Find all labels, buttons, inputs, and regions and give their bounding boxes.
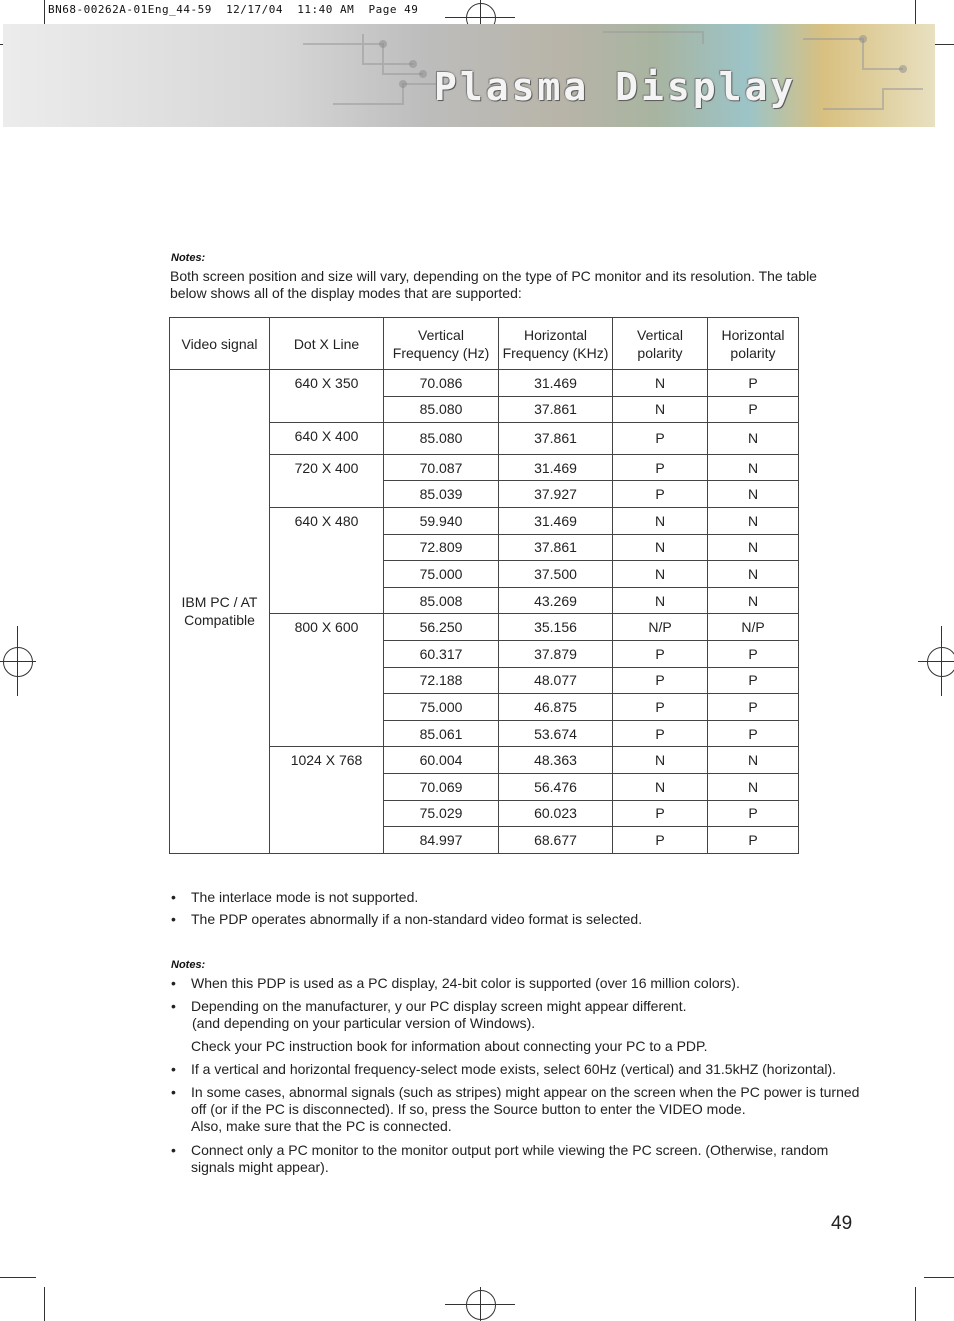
horizontal-frequency-cell: 35.156	[499, 614, 613, 641]
crop-mark	[0, 661, 36, 662]
vertical-frequency-cell: 75.000	[384, 561, 499, 588]
crop-mark	[924, 1277, 954, 1278]
horizontal-frequency-cell: 31.469	[499, 507, 613, 534]
vertical-polarity-cell: P	[613, 800, 708, 827]
vertical-polarity-cell: N	[613, 747, 708, 774]
horizontal-polarity-cell: P	[708, 370, 799, 397]
bullet-icon: •	[171, 889, 176, 905]
crop-mark	[480, 1287, 481, 1321]
vertical-frequency-cell: 60.004	[384, 747, 499, 774]
vertical-polarity-cell: N/P	[613, 614, 708, 641]
vertical-frequency-cell: 85.061	[384, 720, 499, 747]
vertical-polarity-cell: P	[613, 640, 708, 667]
horizontal-frequency-cell: 48.363	[499, 747, 613, 774]
list-item-text: Connect only a PC monitor to the monitor output port while viewing the PC screen. (Otherwise, random	[191, 1142, 829, 1158]
horizontal-polarity-cell: P	[708, 694, 799, 721]
vertical-frequency-cell: 85.080	[384, 396, 499, 423]
bullet-icon: •	[171, 1061, 176, 1077]
list-item-text: When this PDP is used as a PC display, 24-bit color is supported (over 16 million colors).	[191, 975, 740, 991]
horizontal-frequency-cell: 37.861	[499, 423, 613, 455]
horizontal-frequency-cell: 37.861	[499, 396, 613, 423]
vertical-frequency-cell: 70.086	[384, 370, 499, 397]
list-item-text: If a vertical and horizontal frequency-select mode exists, select 60Hz (vertical) and 31.5kHZ (horizontal).	[191, 1061, 837, 1077]
horizontal-polarity-cell: P	[708, 640, 799, 667]
vertical-frequency-cell: 72.188	[384, 667, 499, 694]
header-vertical-polarity: Vertical polarity	[613, 318, 708, 370]
horizontal-frequency-cell: 68.677	[499, 827, 613, 854]
vertical-polarity-cell: P	[613, 423, 708, 455]
vertical-polarity-cell: P	[613, 827, 708, 854]
resolution-cell: 640 X 400	[270, 423, 384, 455]
vertical-frequency-cell: 60.317	[384, 640, 499, 667]
header-dot-x-line: Dot X Line	[270, 318, 384, 370]
vertical-frequency-cell: 85.080	[384, 423, 499, 455]
bullet-icon: •	[171, 998, 176, 1014]
vertical-polarity-cell: N	[613, 370, 708, 397]
horizontal-frequency-cell: 43.269	[499, 587, 613, 614]
vertical-polarity-cell: N	[613, 773, 708, 800]
vertical-frequency-cell: 75.000	[384, 694, 499, 721]
horizontal-frequency-cell: 37.861	[499, 534, 613, 561]
horizontal-frequency-cell: 46.875	[499, 694, 613, 721]
vertical-polarity-cell: P	[613, 454, 708, 481]
vertical-polarity-cell: N	[613, 534, 708, 561]
vertical-polarity-cell: N	[613, 561, 708, 588]
notes-label: Notes:	[171, 252, 206, 264]
horizontal-polarity-cell: P	[708, 827, 799, 854]
crop-mark	[941, 626, 942, 696]
horizontal-polarity-cell: N/P	[708, 614, 799, 641]
bullet-icon: •	[171, 911, 176, 927]
horizontal-polarity-cell: N	[708, 423, 799, 455]
horizontal-polarity-cell: N	[708, 454, 799, 481]
header-horizontal-frequency: Horizontal Frequency (KHz)	[499, 318, 613, 370]
vertical-frequency-cell: 75.029	[384, 800, 499, 827]
list-item-text: The PDP operates abnormally if a non-standard video format is selected.	[191, 911, 643, 927]
list-item-text: off (or if the PC is disconnected). If so, press the Source button to enter the VIDEO mode.	[191, 1101, 746, 1117]
list-item-text: Check your PC instruction book for information about connecting your PC to a PDP.	[191, 1038, 708, 1054]
horizontal-polarity-cell: P	[708, 800, 799, 827]
vertical-polarity-cell: P	[613, 481, 708, 508]
vertical-frequency-cell: 84.997	[384, 827, 499, 854]
vertical-frequency-cell: 85.039	[384, 481, 499, 508]
horizontal-frequency-cell: 48.077	[499, 667, 613, 694]
vertical-frequency-cell: 70.087	[384, 454, 499, 481]
crop-mark	[915, 1287, 916, 1321]
horizontal-frequency-cell: 31.469	[499, 370, 613, 397]
horizontal-polarity-cell: N	[708, 747, 799, 774]
vertical-polarity-cell: N	[613, 396, 708, 423]
vertical-frequency-cell: 59.940	[384, 507, 499, 534]
horizontal-polarity-cell: N	[708, 507, 799, 534]
list-item-text: (and depending on your particular version of Windows).	[192, 1015, 536, 1031]
table-row	[170, 370, 799, 397]
vertical-frequency-cell: 56.250	[384, 614, 499, 641]
notes-text-line: Both screen position and size will vary, depending on the type of PC monitor and its resolution. The table	[170, 268, 817, 284]
resolution-cell: 640 X 480	[270, 507, 384, 613]
horizontal-frequency-cell: 60.023	[499, 800, 613, 827]
vertical-frequency-cell: 70.069	[384, 773, 499, 800]
crop-mark	[0, 1277, 36, 1278]
notes-text-line: below shows all of the display modes that are supported:	[170, 285, 522, 301]
horizontal-polarity-cell: N	[708, 481, 799, 508]
horizontal-frequency-cell: 31.469	[499, 454, 613, 481]
horizontal-frequency-cell: 53.674	[499, 720, 613, 747]
resolution-cell: 800 X 600	[270, 614, 384, 747]
print-slug: BN68-00262A-01Eng_44-59 12/17/04 11:40 AM Page 49	[48, 3, 419, 16]
horizontal-polarity-cell: N	[708, 561, 799, 588]
horizontal-frequency-cell: 56.476	[499, 773, 613, 800]
notes-label: Notes:	[171, 959, 206, 971]
list-item-text: signals might appear).	[191, 1159, 329, 1175]
horizontal-frequency-cell: 37.500	[499, 561, 613, 588]
vertical-polarity-cell: P	[613, 667, 708, 694]
horizontal-polarity-cell: N	[708, 773, 799, 800]
horizontal-polarity-cell: N	[708, 587, 799, 614]
list-item-text: The interlace mode is not supported.	[191, 889, 419, 905]
vertical-polarity-cell: P	[613, 720, 708, 747]
vertical-polarity-cell: P	[613, 694, 708, 721]
vertical-polarity-cell: N	[613, 587, 708, 614]
display-modes-table	[169, 317, 799, 854]
registration-mark-icon	[466, 1290, 496, 1320]
registration-mark-icon	[3, 647, 33, 677]
banner-title: Plasma Display	[434, 65, 797, 109]
horizontal-polarity-cell: P	[708, 396, 799, 423]
vertical-frequency-cell: 72.809	[384, 534, 499, 561]
crop-mark	[918, 661, 954, 662]
header-vertical-frequency: Vertical Frequency (Hz)	[384, 318, 499, 370]
bullet-icon: •	[171, 1084, 176, 1100]
vertical-polarity-cell: N	[613, 507, 708, 534]
list-item-text: Depending on the manufacturer, y our PC display screen might appear different.	[191, 998, 687, 1014]
list-item-text: Also, make sure that the PC is connected.	[191, 1118, 452, 1134]
page-number: 49	[831, 1213, 853, 1234]
horizontal-frequency-cell: 37.927	[499, 481, 613, 508]
vertical-frequency-cell: 85.008	[384, 587, 499, 614]
crop-mark	[17, 626, 18, 696]
bullet-icon: •	[171, 1142, 176, 1158]
horizontal-polarity-cell: P	[708, 667, 799, 694]
horizontal-frequency-cell: 37.879	[499, 640, 613, 667]
bullet-icon: •	[171, 975, 176, 991]
horizontal-polarity-cell: N	[708, 534, 799, 561]
horizontal-polarity-cell: P	[708, 720, 799, 747]
video-signal-cell: IBM PC / AT Compatible	[170, 370, 270, 854]
header-horizontal-polarity: Horizontal polarity	[708, 318, 799, 370]
list-item-text: In some cases, abnormal signals (such as stripes) might appear on the screen when the PC power is turned	[191, 1084, 860, 1100]
header-video-signal: Video signal	[170, 318, 270, 370]
table-header-row	[170, 318, 799, 370]
resolution-cell: 640 X 350	[270, 370, 384, 423]
crop-mark	[44, 1287, 45, 1321]
resolution-cell: 1024 X 768	[270, 747, 384, 853]
resolution-cell: 720 X 400	[270, 454, 384, 507]
